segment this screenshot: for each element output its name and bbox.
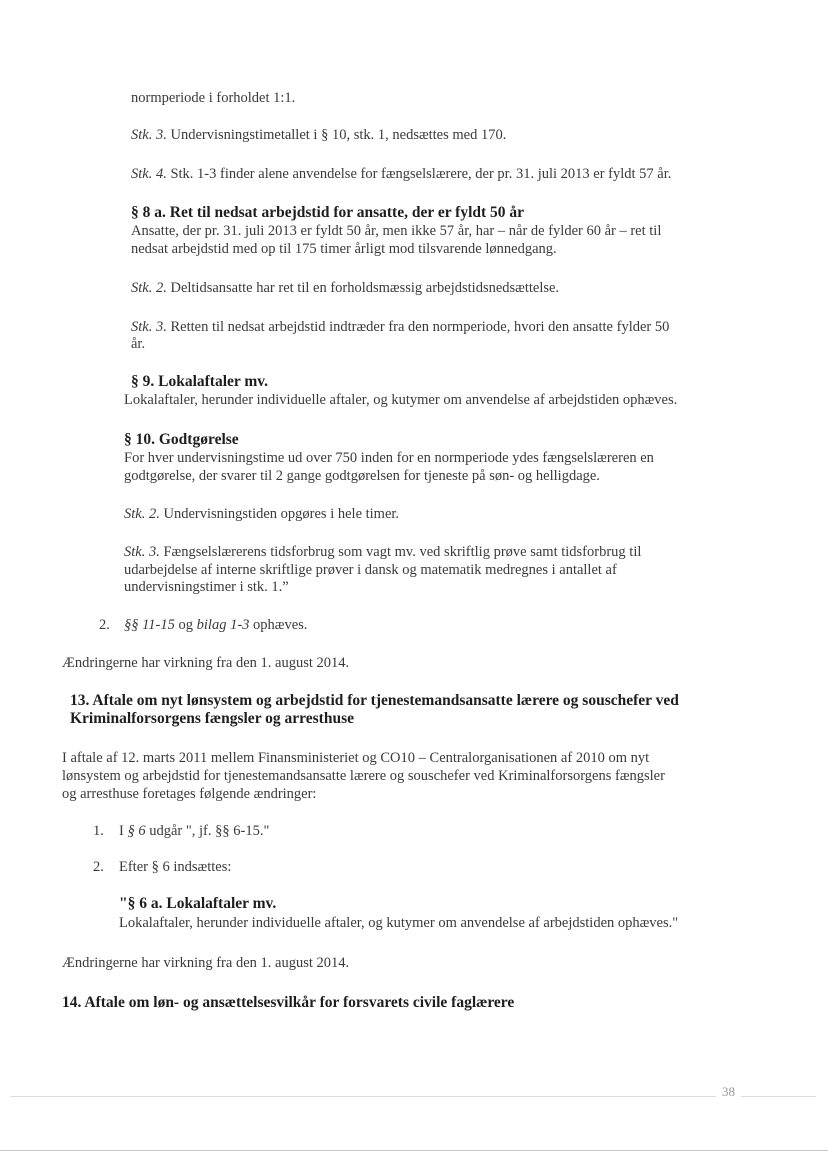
list-item-text: I xyxy=(119,823,128,839)
connector-text: og xyxy=(174,617,197,633)
paragraph-stk3-undervisning xyxy=(131,126,506,144)
effect-statement-2: Ændringerne har virkning fra den 1. august 2014. xyxy=(62,955,350,971)
stk-text: Stk. 1-3 finder alene anvendelse for fængselslærere, der pr. 31. juli 2013 er fyldt 57 år. xyxy=(166,166,672,182)
section-9-heading: § 9. Lokalaftaler mv. xyxy=(131,373,269,390)
section-10-stk3-line2: udarbejdelse af interne skriftlige prøver i dansk og matematik medregnes i antallet af xyxy=(124,562,617,578)
stk-label: Stk. 4. xyxy=(131,166,167,182)
list-item-number: 1. xyxy=(93,823,104,839)
section-10-stk3-line3: undervisningstimer i stk. 1.” xyxy=(124,579,289,595)
list-item-indsaettes: Efter § 6 indsættes: xyxy=(119,859,232,875)
stk-label: Stk. 3. xyxy=(131,319,167,335)
scan-edge-line xyxy=(0,1150,828,1151)
section-10-stk3-line1 xyxy=(124,543,641,561)
page-number: 38 xyxy=(716,1084,741,1100)
section-10-heading: § 10. Godtgørelse xyxy=(124,431,239,448)
reference-paragraph: § 6 xyxy=(127,823,146,839)
section-8a-stk3-line1 xyxy=(131,318,669,336)
heading-13-line2: Kriminalforsorgens fængsler og arresthuse xyxy=(70,710,354,727)
section-8a-line2: nedsat arbejdstid med op til 175 timer årligt mod tilsvarende lønnedgang. xyxy=(131,241,557,257)
section-9-line1: Lokalaftaler, herunder individuelle aftaler, og kutymer om anvendelse af arbejdstiden ophæves. xyxy=(124,392,678,408)
list-item-ophaeves xyxy=(124,616,307,634)
heading-14: 14. Aftale om løn- og ansættelsesvilkår for forsvarets civile faglærere xyxy=(62,994,515,1011)
list-item-text: ophæves. xyxy=(249,617,308,633)
stk-label: Stk. 2. xyxy=(131,280,167,296)
section-10-line1: For hver undervisningstime ud over 750 inden for en normperiode ydes fængselslæreren en xyxy=(124,450,654,466)
section-6a-heading: "§ 6 a. Lokalaftaler mv. xyxy=(119,895,277,912)
paragraph-13-line1: I aftale af 12. marts 2011 mellem Finansministeriet og CO10 – Centralorganisationen af 2010 om nyt xyxy=(62,750,650,766)
stk-label: Stk. 3. xyxy=(124,544,160,560)
paragraph-normperiode: normperiode i forholdet 1:1. xyxy=(131,90,296,106)
effect-statement-1: Ændringerne har virkning fra den 1. august 2014. xyxy=(62,655,350,671)
stk-text: Fængselslærerens tidsforbrug som vagt mv. ved skriftlig prøve samt tidsforbrug til xyxy=(159,544,642,560)
footer-divider xyxy=(10,1096,816,1097)
reference-annex: bilag 1-3 xyxy=(196,617,250,633)
list-item-number: 2. xyxy=(99,617,110,633)
list-item-number: 2. xyxy=(93,859,104,875)
section-8a-heading: § 8 a. Ret til nedsat arbejdstid for ansatte, der er fyldt 50 år xyxy=(131,204,525,221)
section-8a-stk3-line2: år. xyxy=(131,336,146,352)
section-8a-stk2 xyxy=(131,279,559,297)
section-8a-line1: Ansatte, der pr. 31. juli 2013 er fyldt 50 år, men ikke 57 år, har – når de fylder 60 år – ret til xyxy=(131,223,662,239)
stk-text: Deltidsansatte har ret til en forholdsmæssig arbejdstidsnedsættelse. xyxy=(166,280,560,296)
reference-paragraphs: §§ 11-15 xyxy=(124,617,175,633)
section-10-line2: godtgørelse, der svarer til 2 gange godtgørelsen for tjeneste på søn- og helligdage. xyxy=(124,468,600,484)
paragraph-13-line2: lønsystem og arbejdstid for tjenestemandsansatte lærere og souschefer ved Kriminalforsorgens fængsler xyxy=(62,768,665,784)
list-item-text: udgår ", jf. §§ 6-15." xyxy=(145,823,270,839)
paragraph-13-line3: og arresthuse foretages følgende ændringer: xyxy=(62,786,317,802)
section-6a-line1: Lokalaftaler, herunder individuelle aftaler, og kutymer om anvendelse af arbejdstiden ophæves." xyxy=(119,915,679,931)
list-item-udgar xyxy=(119,822,269,840)
stk-label: Stk. 3. xyxy=(131,127,167,143)
paragraph-stk4 xyxy=(131,165,671,183)
stk-label: Stk. 2. xyxy=(124,506,160,522)
stk-text: Undervisningstiden opgøres i hele timer. xyxy=(159,506,400,522)
section-10-stk2 xyxy=(124,505,399,523)
stk-text: Retten til nedsat arbejdstid indtræder fra den normperiode, hvori den ansatte fylder 50 xyxy=(166,319,670,335)
stk-text: Undervisningstimetallet i § 10, stk. 1, nedsættes med 170. xyxy=(166,127,507,143)
heading-13-line1: 13. Aftale om nyt lønsystem og arbejdstid for tjenestemandsansatte lærere og souschefer ved xyxy=(70,692,679,709)
